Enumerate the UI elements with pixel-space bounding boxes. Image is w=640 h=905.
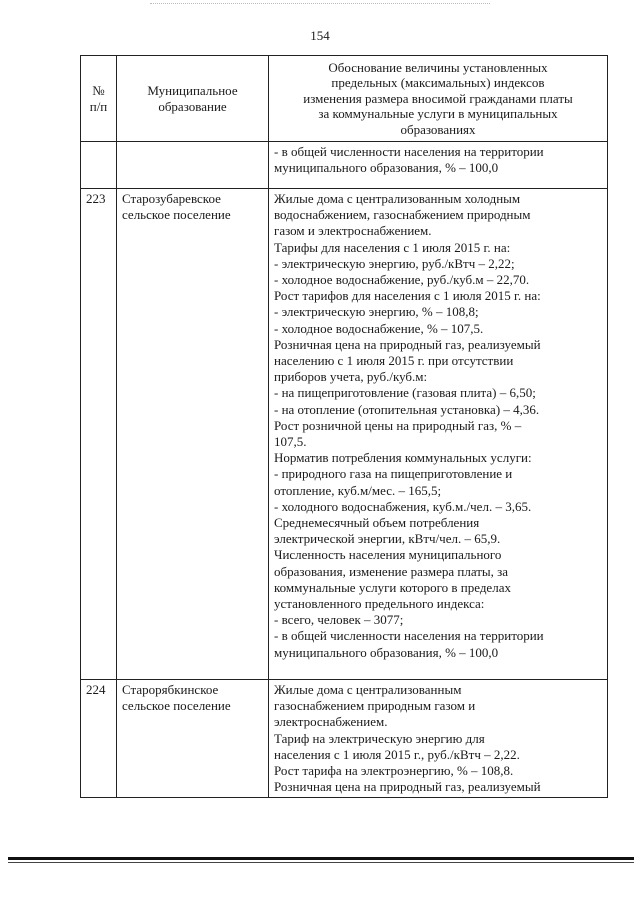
header-justification-line: предельных (максимальных) индексов [331,75,545,91]
header-num-line: № [92,83,105,98]
justification-line: Норматив потребления коммунальных услуги: [274,450,532,466]
justification-line: газоснабжением природным газом и [274,698,476,714]
justification-line: Розничная цена на природный газ, реализуемый [274,779,541,795]
justification-line: Рост тарифа на электроэнергию, % – 108,8. [274,763,514,779]
row-justification [269,142,608,189]
row-municipality [117,142,269,189]
footer-rule-thin [8,862,634,863]
row-municipality [117,680,269,798]
header-justification-line: за коммунальные услуги в муниципальных [318,106,558,122]
table-body [81,142,608,798]
justification-line: Тариф на электрическую энергию для [274,730,485,746]
justification-line: Жилые дома с централизованным [274,682,462,697]
municipality-line: Старозубаревское [122,191,221,206]
justification-line: - холодного водоснабжения, куб.м./чел. – 3,65. [274,498,532,514]
justification-line: газом и электроснабжением. [274,223,432,239]
row-justification [269,189,608,680]
justification-line: Рост тарифов для населения с 1 июля 2015 г. на: [274,288,541,304]
justification-line: Тарифы для населения с 1 июля 2015 г. на: [274,239,511,255]
justification-line: - в общей численности населения на территории [274,628,544,644]
header-justification-line: Обоснование величины установленных [328,59,548,75]
table-row [81,680,608,798]
table-row [81,189,608,680]
justification-line: образования, изменение размера платы, за [274,563,509,579]
scan-artifact [150,3,490,5]
justification-line: Рост розничной цены на природный газ, % – [274,417,522,433]
tariff-table [80,55,608,798]
table-row [81,142,608,189]
justification-line: Розничная цена на природный газ, реализуемый [274,336,541,352]
row-number: 224 [81,680,117,798]
justification-line: - электрическую энергию, руб./кВтч – 2,22; [274,255,515,271]
justification-line: Среднемесячный объем потребления [274,515,480,531]
footer-rule [8,857,634,860]
justification-line: 107,5. [274,434,307,450]
justification-line: населению с 1 июля 2015 г. при отсутствии [274,353,514,369]
municipality-line: сельское поселение [122,698,231,714]
header-justification-line: изменения размера вносимой гражданами платы [303,90,573,106]
header-num [81,56,117,142]
justification-line: электрической энергии, кВтч/чел. – 65,9. [274,531,501,547]
justification-line: отопление, куб.м/мес. – 165,5; [274,482,442,498]
justification-line: Жилые дома с централизованным холодным [274,191,521,206]
row-municipality [117,189,269,680]
table-header [81,56,608,142]
header-justification [269,56,608,142]
justification-line: муниципального образования, % – 100,0 [274,644,499,660]
justification-line: - холодное водоснабжение, руб./куб.м – 22,70. [274,272,530,288]
justification-line: - электрическую энергию, % – 108,8; [274,304,479,320]
justification-line: коммунальные услуги которого в пределах [274,579,511,595]
row-number [81,142,117,189]
row-number: 223 [81,189,117,680]
justification-line: - на пищеприготовление (газовая плита) – 6,50; [274,385,536,401]
header-justification-line: образованиях [400,121,476,137]
justification-line: - на отопление (отопительная установка) – 4,36. [274,401,540,417]
header-num-line: п/п [89,98,108,114]
justification-line: - природного газа на пищеприготовление и [274,466,513,482]
justification-line: - всего, человек – 3077; [274,612,404,628]
justification-line: - в общей численности населения на территории [274,144,544,159]
header-municipality-line: Муниципальное [147,83,238,98]
justification-line: населения с 1 июля 2015 г., руб./кВтч – 2,22. [274,746,520,762]
header-municipality-line: образование [158,98,227,114]
municipality-line: Старорябкинское [122,682,219,697]
justification-line: приборов учета, руб./куб.м: [274,369,428,385]
justification-line: муниципального образования, % – 100,0 [274,160,499,176]
justification-line: установленного предельного индекса: [274,596,485,612]
justification-line: водоснабжением, газоснабжением природным [274,207,531,223]
header-municipality [117,56,269,142]
justification-line: Численность населения муниципального [274,547,502,563]
page-number: 154 [310,28,330,43]
row-justification [269,680,608,798]
justification-line: электроснабжением. [274,714,388,730]
municipality-line: сельское поселение [122,207,231,223]
justification-line: - холодное водоснабжение, % – 107,5. [274,320,484,336]
